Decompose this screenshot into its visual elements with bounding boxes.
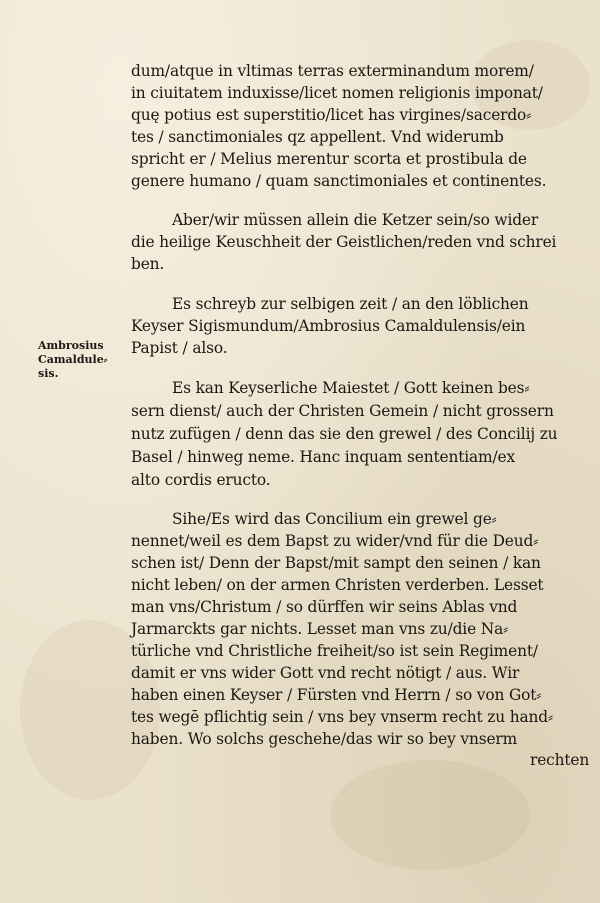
- text-line: nicht leben/ on der armen Christen verderben. Lesset: [131, 576, 544, 594]
- text-line: Sihe/Es wird das Concilium ein grewel ge⸗: [172, 510, 497, 528]
- text-line: Papist / also.: [131, 339, 228, 357]
- text-line: nutz zufügen / denn das sie den grewel / des Concilij zu: [131, 425, 558, 443]
- text-line: haben einen Keyser / Fürsten vnd Herrn / so von Got⸗: [131, 686, 542, 704]
- margin-note: [38, 339, 130, 381]
- text-line: man vns/Christum / so dürffen wir seins Ablas vnd: [131, 598, 518, 616]
- text-line: schen ist/ Denn der Bapst/mit sampt den seinen / kan: [131, 554, 541, 572]
- text-line: spricht er / Melius merentur scorta et prostibula de: [131, 150, 527, 168]
- text-line: ben.: [131, 255, 165, 273]
- text-line: tes / sanctimoniales qz appellent. Vnd widerumb: [131, 128, 504, 146]
- text-line: Aber/wir müssen allein die Ketzer sein/so wider: [172, 211, 539, 229]
- text-line: quę potius est superstitio/licet has virgines/sacerdo⸗: [131, 106, 532, 124]
- paper-stain: [330, 760, 530, 870]
- margin-note-line: Ambrosius: [38, 339, 104, 352]
- text-line: dum/atque in vltimas terras exterminandum morem/: [131, 62, 534, 80]
- text-line: in ciuitatem induxisse/licet nomen religionis imponat/: [131, 84, 543, 102]
- text-line: alto cordis eructo.: [131, 471, 271, 489]
- text-line: Keyser Sigismundum/Ambrosius Camaldulensis/ein: [131, 317, 526, 335]
- text-line: Es schreyb zur selbigen zeit / an den löblichen: [172, 295, 529, 313]
- margin-note-line: Camaldule⸗: [38, 353, 108, 366]
- text-line: damit er vns wider Gott vnd recht nötigt / aus. Wir: [131, 664, 520, 682]
- text-line: sern dienst/ auch der Christen Gemein / nicht grossern: [131, 402, 554, 420]
- margin-note-line: sis.: [38, 367, 59, 380]
- text-line: Jarmarckts gar nichts. Lesset man vns zu/die Na⸗: [131, 620, 509, 638]
- text-line: nennet/weil es dem Bapst zu wider/vnd für die Deud⸗: [131, 532, 539, 550]
- text-line: die heilige Keuschheit der Geistlichen/reden vnd schrei: [131, 233, 557, 251]
- text-line: türliche vnd Christliche freiheit/so ist sein Regiment/: [131, 642, 538, 660]
- text-line: Basel / hinweg neme. Hanc inquam sententiam/ex: [131, 448, 516, 466]
- catchword: rechten: [530, 751, 590, 769]
- text-line: genere humano / quam sanctimoniales et continentes.: [131, 172, 547, 190]
- text-line: haben. Wo solchs geschehe/das wir so bey vnserm: [131, 730, 518, 748]
- text-line: Es kan Keyserliche Maiestet / Gott keinen bes⸗: [172, 379, 530, 397]
- text-line: tes wegē pflichtig sein / vns bey vnserm recht zu hand⸗: [131, 708, 553, 726]
